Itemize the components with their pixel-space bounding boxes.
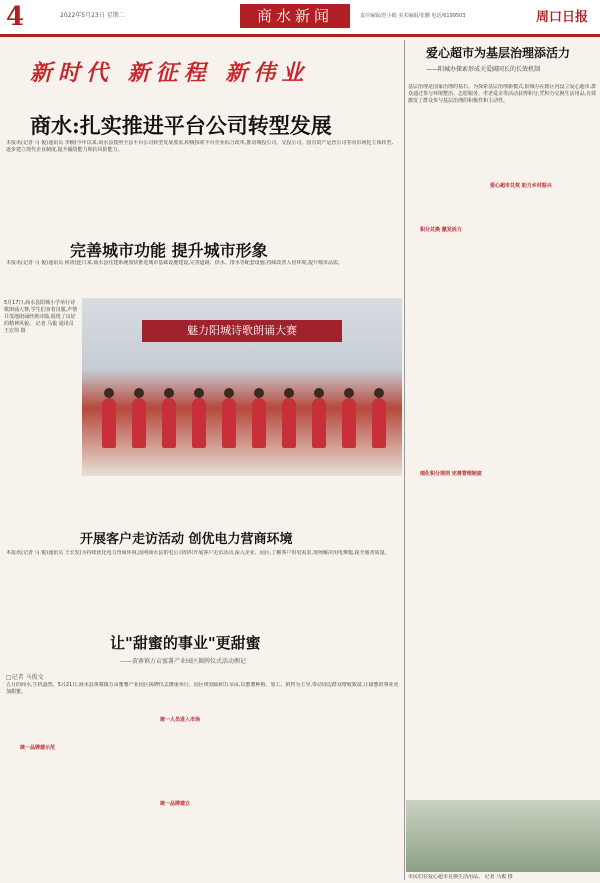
date-line: 2022年5月23日 星期二 — [60, 12, 125, 19]
right-subheading-1: 爱心超市兑奖 助力乡村振兴 — [490, 183, 552, 189]
article2-body: 本报讯(记者 马 俊)通讯员 何涛)连日来,商水县住建系统加快推进城市基础设施建设,完善道路、供水、排水等配套设施,持续改善人居环境,提升城市品质。 — [6, 260, 343, 266]
page-number: 4 — [6, 2, 25, 32]
child-figure — [252, 398, 266, 448]
article4-body: 五月的商水,生机盎然。5月21日,商水县黄寨镇万亩蜜薯产业园区揭牌仪式隆重举行。园区规划面积万余亩,以蜜薯种植、加工、销售为主导,带动周边群众增收致富,让甜蜜的事业更加甜蜜。 — [6, 682, 399, 695]
child-figure — [282, 398, 296, 448]
article4-subheading-a: 统一品牌建示范 — [20, 745, 56, 751]
headline-city-function: 完善城市功能 提升城市形象 — [70, 241, 268, 260]
child-figure — [102, 398, 116, 448]
article3-body: 本报讯(记者 马 俊)通讯员 王长发)为持续优化电力营商环境,国网商水县供电公司组织开展客户走访活动,深入企业、园区,了解客户用电需求,现场解决用电难题,提升服务质量。 — [6, 550, 390, 556]
poetry-contest-photo — [82, 298, 402, 476]
masthead — [0, 0, 600, 37]
banner-slogan: 新时代 新征程 新伟业 — [30, 60, 310, 86]
editor-credits: 责任编辑/范小鹤 美术编辑/张鹏 电话/6199503 — [360, 13, 466, 19]
photo-stage-banner: 魅力阳城诗歌朗诵大赛 — [142, 320, 342, 342]
column-divider — [404, 40, 405, 880]
article4-subheading-b: 统一人员进入市场 — [160, 717, 201, 723]
right-article-body: 基层治理是国家治理的基石。为探索基层治理新模式,阳城办在辖区内设立爱心超市,群众通过参与环境整治、志愿服务、孝老爱亲等活动获得积分,凭积分兑换生活用品,有效激发了群众参与基层治理的积极性和主动性。 — [408, 84, 597, 104]
newspaper-logo: 周口日报 — [536, 10, 589, 25]
right-photo-caption: 市民们在爱心超市兑换生活用品。 记者 马俊 摄 — [408, 874, 513, 880]
main-headline: 商水:扎实推进平台公司转型发展 — [30, 113, 332, 138]
section-title: 商水新闻 — [240, 4, 350, 28]
child-figure — [162, 398, 176, 448]
headline-power-service: 开展客户走访活动 创优电力营商环境 — [80, 532, 293, 547]
article4-subheading-c: 统一品牌建立 — [160, 801, 191, 807]
right-headline: 爱心超市为基层治理添活力 — [426, 46, 571, 60]
photo-caption: 5月17日,商水县阳城小学举行诗歌朗诵大赛,学生们身着汉服,声情并茂地朗诵经典诗篇,展现了良好的精神风貌。 记者 马俊 通讯员 王宏伟 摄 — [4, 300, 78, 334]
right-subheading-2: 积分兑换 激发活力 — [420, 227, 462, 233]
article1-body: 本报讯(记者 马 俊)通讯员 李楠)今年以来,商水县按照全县平台公司转型发展要求,积极探索平台企业综合改革,推动城投公司、交投公司、国有资产运营公司等向市场化主体转型,逐步建立现代企业制度,提升融资能力和抗风险能力。 — [6, 140, 393, 153]
child-figure — [192, 398, 206, 448]
child-figure — [342, 398, 356, 448]
headline-sweet-business: 让"甜蜜的事业"更甜蜜 — [110, 634, 261, 652]
love-supermarket-photo — [406, 800, 600, 872]
right-subheading-3: 细化积分规则 完善管理制度 — [420, 471, 482, 477]
right-subheadline: ——阳城办探索形成关爱阔同长的长效机制 — [426, 66, 541, 73]
child-figure — [312, 398, 326, 448]
child-figure — [222, 398, 236, 448]
child-figure — [132, 398, 146, 448]
child-figure — [372, 398, 386, 448]
article4-subhead: ——黄寨镇万亩蜜薯产业园区揭牌仪式活动侧记 — [120, 658, 247, 665]
article4-byline: □记者 马俊文 — [6, 674, 44, 681]
